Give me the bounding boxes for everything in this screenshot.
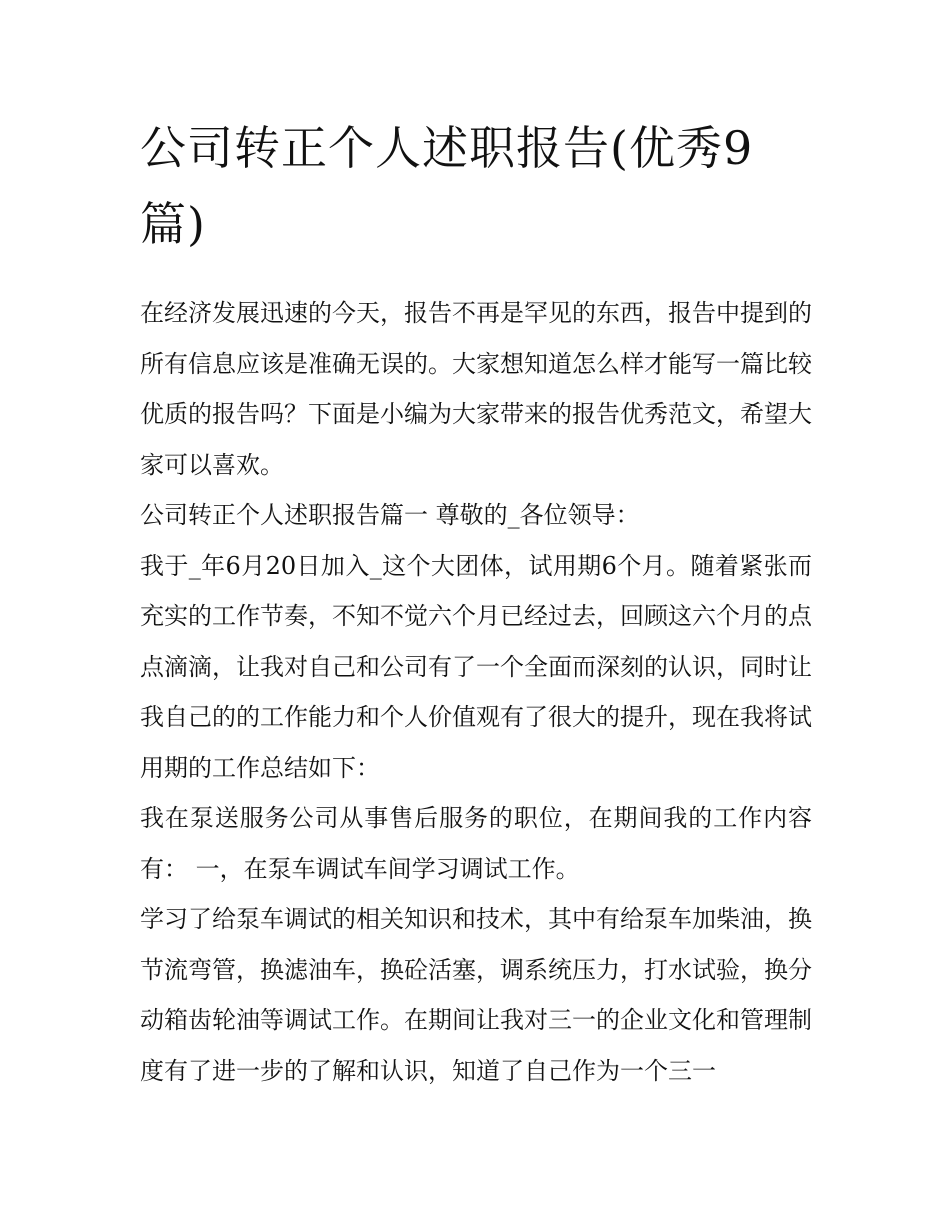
document-title: 公司转正个人述职报告(优秀9篇): [140, 121, 754, 251]
body-paragraph: 我于_年6月20日加入_这个大团体，试用期6个月。随着紧张而充实的工作节奏，不知不觉六个月已经过去，回顾这六个月的点点滴滴，让我对自己和公司有了一个全面而深刻的认识，同时让我自己的的工作能力和个人价值观有了很大的提升，现在我将试用期的工作总结如下：: [140, 551, 812, 782]
document-body: [140, 288, 812, 1096]
body-paragraph: 我在泵送服务公司从事售后服务的职位，在期间我的工作内容有： 一，在泵车调试车间学习调试工作。: [140, 804, 812, 883]
document-page: [140, 110, 812, 1096]
intro-paragraph: 在经济发展迅速的今天，报告不再是罕见的东西，报告中提到的所有信息应该是准确无误的。大家想知道怎么样才能写一篇比较优质的报告吗？下面是小编为大家带来的报告优秀范文，希望大家可以喜欢。: [140, 299, 812, 479]
body-paragraph: 学习了给泵车调试的相关知识和技术，其中有给泵车加柴油，换节流弯管，换滤油车，换砼活塞，调系统压力，打水试验，换分动箱齿轮油等调试工作。在期间让我对三一的企业文化和管理制度有了进一步的了解和认识，知道了自己作为一个三一: [140, 905, 812, 1085]
section-heading-paragraph: 公司转正个人述职报告篇一 尊敬的_各位领导：: [140, 501, 640, 529]
